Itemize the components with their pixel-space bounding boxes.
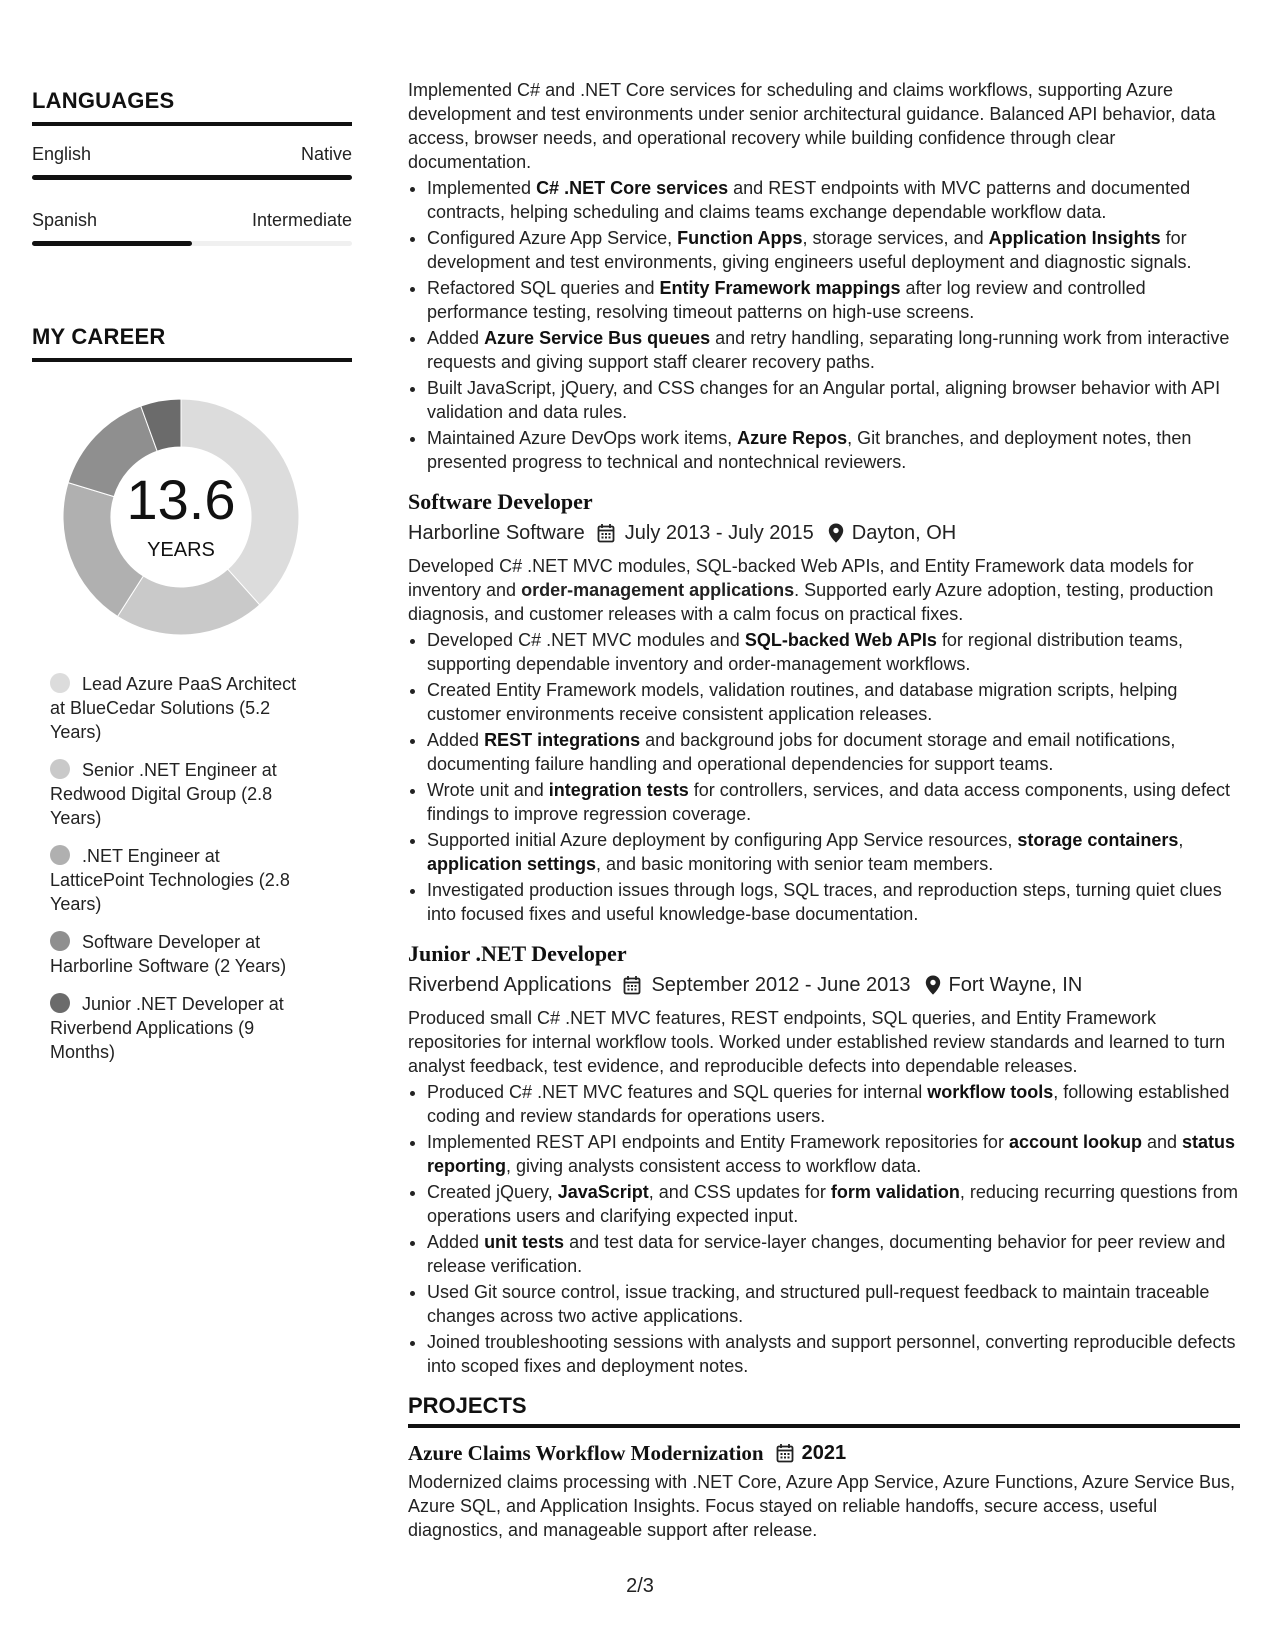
language-name: Spanish xyxy=(32,210,98,230)
language-item xyxy=(32,144,352,180)
bold-text: C# .NET Core services xyxy=(536,178,729,198)
company-name: Harborline Software xyxy=(408,522,585,544)
bold-text: SQL-backed Web APIs xyxy=(744,630,937,650)
job-entry xyxy=(408,940,1240,1378)
sidebar xyxy=(32,88,352,1078)
bullet-item xyxy=(427,728,1240,776)
text-run: , and CSS updates for xyxy=(648,1182,831,1202)
job-dates: July 2013 - July 2015 xyxy=(624,522,814,544)
legend-item xyxy=(50,992,310,1064)
job-dates: September 2012 - June 2013 xyxy=(651,974,911,996)
job-summary: Implemented C# and .NET Core services for scheduling and claims workflows, supporting Azure development and test environments under senior architectural guidance. Balanced API behavior, data access, browser needs, and operational recovery while building confidence through clear documentation. xyxy=(408,80,1216,172)
job-title: Software Developer xyxy=(408,489,593,514)
job-summary xyxy=(408,1006,1240,1078)
legend-item xyxy=(50,672,310,744)
project-header xyxy=(408,1440,1240,1466)
job-bullets xyxy=(408,176,1240,474)
bold-text: account lookup xyxy=(1008,1132,1142,1152)
bullet-item xyxy=(427,176,1240,224)
project-description: Modernized claims processing with .NET Core, Azure App Service, Azure Functions, Azure Service Bus, Azure SQL, and Application Insights. Focus stayed on reliable handoffs, secure access, useful diagnostics, and manageable support after release. xyxy=(408,1472,1236,1540)
bullet-item xyxy=(427,678,1240,726)
career-total-years: 13.6 xyxy=(126,468,236,531)
calendar-icon xyxy=(623,975,641,995)
text-run: Produced small C# .NET MVC features, REST endpoints, SQL queries, and Entity Framework repositories for internal workflow tools. Worked under established review standards and learned to turn analyst feedback, test evidence, and reproducible defects into dependable releases. xyxy=(408,1008,1226,1076)
bullet-item xyxy=(427,426,1240,474)
text-run: Supported initial Azure deployment by configuring App Service resources, xyxy=(427,830,1018,850)
bullet-item xyxy=(427,226,1240,274)
job-entry xyxy=(408,488,1240,926)
company-name: Riverbend Applications xyxy=(408,974,612,996)
legend-swatch xyxy=(50,845,70,865)
job-summary xyxy=(408,554,1240,626)
text-run: Configured Azure App Service, xyxy=(427,228,678,248)
bullet-item xyxy=(427,878,1240,926)
bold-text: Azure Service Bus queues xyxy=(484,328,711,348)
text-run: Refactored SQL queries and xyxy=(427,278,660,298)
text-run: and retry handling, separating long-running work from interactive requests and giving support staff clearer recovery paths. xyxy=(427,328,1230,372)
legend-label: Software Developer at Harborline Software (2 Years) xyxy=(50,932,287,976)
legend-swatch xyxy=(50,993,70,1013)
text-run: , and basic monitoring with senior team members. xyxy=(596,854,994,874)
legend-item xyxy=(50,844,310,916)
bold-text: workflow tools xyxy=(927,1082,1054,1102)
text-run: after log review and controlled performance testing, resolving timeout patterns on high-use screens. xyxy=(427,278,1146,322)
language-item xyxy=(32,210,352,246)
text-run: for controllers, services, and data access components, using defect findings to improve regression coverage. xyxy=(427,780,1231,824)
language-proficiency-fill xyxy=(32,241,192,246)
text-run: Used Git source control, issue tracking, and structured pull-request feedback to maintain traceable changes across two active applications. xyxy=(427,1282,1210,1326)
legend-label: Junior .NET Developer at Riverbend Applications (9 Months) xyxy=(50,994,284,1062)
text-run: Implemented REST API endpoints and Entity Framework repositories for xyxy=(427,1132,1009,1152)
bold-text: REST integrations xyxy=(484,730,641,750)
job-meta xyxy=(408,520,1240,546)
bold-text: Entity Framework mappings xyxy=(659,278,901,298)
bold-text: Function Apps xyxy=(677,228,803,248)
text-run: Added xyxy=(427,730,485,750)
text-run: and REST endpoints with MVC patterns and documented contracts, helping scheduling and claims teams exchange dependable workflow data. xyxy=(427,178,1191,222)
project-name: Azure Claims Workflow Modernization xyxy=(408,1441,764,1465)
job-title: Junior .NET Developer xyxy=(408,941,627,966)
text-run: Added xyxy=(427,328,485,348)
legend-item xyxy=(50,930,310,978)
bullet-item xyxy=(427,828,1240,876)
text-run: and xyxy=(1141,1132,1182,1152)
language-level: Intermediate xyxy=(251,210,352,230)
text-run: for development and test environments, giving engineers useful deployment and diagnostic signals. xyxy=(427,228,1192,272)
job-meta xyxy=(408,972,1240,998)
text-run: , xyxy=(1178,830,1184,850)
project-year: 2021 xyxy=(801,1442,847,1464)
bullet-item xyxy=(427,376,1240,424)
bullet-item xyxy=(427,326,1240,374)
text-run: , reducing recurring questions from operations users and clarifying expected input. xyxy=(427,1182,1239,1226)
map-pin-icon xyxy=(925,975,941,995)
languages-heading: LANGUAGES xyxy=(32,88,352,126)
bold-text: Application Insights xyxy=(988,228,1161,248)
bullet-item xyxy=(427,1180,1240,1228)
text-run: . Supported early Azure adoption, testing, production diagnosis, and customer releases with a calm focus on practical fixes. xyxy=(408,580,1214,624)
text-run: Built JavaScript, jQuery, and CSS changes for an Angular portal, aligning browser behavior with API validation and data rules. xyxy=(427,378,1221,422)
text-run: Investigated production issues through logs, SQL traces, and reproduction steps, turning quiet clues into focused fixes and useful knowledge-base documentation. xyxy=(427,880,1222,924)
job-bullets xyxy=(408,628,1240,926)
main-content xyxy=(408,78,1240,1542)
bold-text: Azure Repos xyxy=(737,428,848,448)
text-run: Maintained Azure DevOps work items, xyxy=(427,428,738,448)
language-level: Native xyxy=(300,144,352,164)
career-heading: MY CAREER xyxy=(32,324,352,362)
legend-label: Lead Azure PaaS Architect at BlueCedar Solutions (5.2 Years) xyxy=(50,674,297,742)
text-run: Created jQuery, xyxy=(427,1182,558,1202)
legend-swatch xyxy=(50,673,70,693)
job-bullets xyxy=(408,1080,1240,1378)
text-run: Developed C# .NET MVC modules, SQL-backed Web APIs, and Entity Framework data models for inventory and xyxy=(408,556,1194,600)
job-location: Dayton, OH xyxy=(851,522,957,544)
text-run: Developed C# .NET MVC modules and xyxy=(427,630,745,650)
bold-text: status reporting xyxy=(427,1132,1236,1176)
projects-heading: PROJECTS xyxy=(408,1394,1240,1428)
project-entry xyxy=(408,1440,1240,1542)
bullet-item xyxy=(427,276,1240,324)
calendar-icon xyxy=(597,523,615,543)
legend-label: Senior .NET Engineer at Redwood Digital Group (2.8 Years) xyxy=(50,760,277,828)
bold-text: unit tests xyxy=(484,1232,565,1252)
bullet-item xyxy=(427,1230,1240,1278)
legend-label: .NET Engineer at LatticePoint Technologies (2.8 Years) xyxy=(50,846,290,914)
text-run: Joined troubleshooting sessions with analysts and support personnel, converting reproducible defects into scoped fixes and deployment notes. xyxy=(427,1332,1236,1376)
text-run: and test data for service-layer changes, documenting behavior for peer review and release verification. xyxy=(427,1232,1226,1276)
bullet-item xyxy=(427,1330,1240,1378)
bullet-item xyxy=(427,1280,1240,1328)
language-proficiency-bar xyxy=(32,241,352,246)
legend-item xyxy=(50,758,310,830)
bullet-item xyxy=(427,1080,1240,1128)
text-run: and background jobs for document storage and email notifications, documenting failure handling and operational dependencies for support teams. xyxy=(427,730,1176,774)
bold-text: storage containers xyxy=(1017,830,1179,850)
bullet-item xyxy=(427,1130,1240,1178)
text-run: Implemented xyxy=(427,178,537,198)
bold-text: order-management applications xyxy=(521,580,795,600)
text-run: Produced C# .NET MVC features and SQL queries for internal xyxy=(427,1082,928,1102)
language-proficiency-fill xyxy=(32,175,352,180)
bullet-item xyxy=(427,628,1240,676)
bold-text: application settings xyxy=(427,854,597,874)
bold-text: form validation xyxy=(830,1182,960,1202)
bold-text: JavaScript xyxy=(557,1182,649,1202)
job-location: Fort Wayne, IN xyxy=(948,974,1083,996)
text-run: , Git branches, and deployment notes, then presented progress to technical and nontechnical reviewers. xyxy=(427,428,1192,472)
text-run: , storage services, and xyxy=(802,228,989,248)
calendar-icon xyxy=(776,1443,794,1463)
language-name: English xyxy=(32,144,92,164)
career-total-unit: YEARS xyxy=(147,539,215,561)
text-run: Wrote unit and xyxy=(427,780,549,800)
bold-text: integration tests xyxy=(548,780,689,800)
language-proficiency-bar xyxy=(32,175,352,180)
legend-swatch xyxy=(50,931,70,951)
text-run: for regional distribution teams, supporting dependable inventory and order-management workflows. xyxy=(427,630,1184,674)
career-donut-chart xyxy=(56,392,306,642)
text-run: Created Entity Framework models, validation routines, and database migration scripts, helping customer environments receive consistent application releases. xyxy=(427,680,1178,724)
text-run: Added xyxy=(427,1232,485,1252)
bullet-item xyxy=(427,778,1240,826)
text-run: , following established coding and review standards for operations users. xyxy=(427,1082,1230,1126)
map-pin-icon xyxy=(828,523,844,543)
text-run: , giving analysts consistent access to workflow data. xyxy=(506,1156,922,1176)
page-number: 2/3 xyxy=(626,1575,654,1597)
career-legend xyxy=(50,672,310,1064)
legend-swatch xyxy=(50,759,70,779)
